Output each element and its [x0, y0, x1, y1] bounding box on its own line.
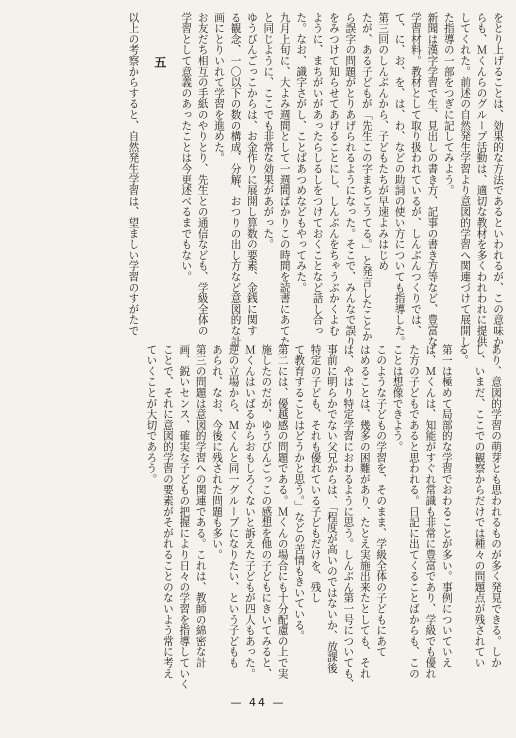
text-column: ていくことが大切であろう。 [145, 344, 158, 485]
text-column: 以上の考察からすると、自然発生学習は、望ましい学習のすがたで [127, 12, 140, 336]
text-column: 特定の子ども、それも優れている子どもだけを、残し [309, 344, 322, 604]
text-column: 画にとりいれて学習を進めた。 [213, 12, 226, 164]
text-column: と同じように、ここでも非常な効果があがった。 [262, 12, 275, 250]
text-column: Ｍくんはいばるからおもしろくないと訴えた子どもが四人もあった。 [243, 344, 256, 679]
upper-text-block [125, 12, 506, 347]
text-column: 九月上旬に、大よみ週間として一週間ばかりこの時間を読書にあてた [278, 12, 291, 347]
page-number: — 44 — [230, 696, 286, 709]
section-heading: 五 [152, 56, 167, 76]
text-column: をとり上げることは、効果的な方法であるといわれるが、この意味か [492, 12, 504, 347]
text-column: 第二には、優越感の問題である。Ｍくんの場合にも十分配慮の上で実 [276, 344, 289, 679]
column-gap [141, 12, 151, 330]
text-column: ゆうびんごっこからは、お金作りに展開し算数の要素、金銭に関す [245, 12, 258, 336]
text-column: ことで、それに意図的学習の要素がそがれることのないよう常に考え [161, 344, 174, 679]
text-column: は、やはり特定学習におわるように思う。しんぶん第一号についても、 [342, 344, 355, 690]
text-column: て、に、お、を、は、わ、などの助詞の使い方についても指導した。 [393, 12, 406, 347]
text-column: 逆の立場から、Ｍくんと同一グループになりたい、という子どもも [227, 344, 240, 668]
text-column: あり、意図的学習の萌芽とも思われるものが多く発見できる。しか [490, 344, 502, 668]
text-column: た。なお、識字さがし、ことばあつめなどもやってみた。 [295, 12, 308, 293]
text-column: をみつけて知らせてあげることにし、しんぶんをちゃうぶかくよむ [327, 12, 340, 336]
text-column: し、いまだ、ここでの観察からだけでは種々の問題点が残されてい [473, 344, 486, 668]
text-column: してくれた。前述の自然発生学習より意図的学習へ関連づけて展開し [459, 12, 472, 347]
text-column: 学習材料。教材として取り扱われているが、しんぶんつくりでは、 [409, 12, 422, 336]
text-column: 事前に明らかでない父兄からは、「程度が高いのではないか、放課後 [325, 344, 338, 674]
text-column: た指導の一部をつぎに記してみよう。 [442, 12, 455, 196]
text-column: ように、まちがいがあったらしるしをつけておくことなど話し合っ [311, 12, 324, 336]
text-column: ことは想像できよう。 [391, 344, 404, 452]
text-column: お友だち相互の手紙のやりとり、先生との通信なども、学級全体の [196, 12, 209, 336]
text-column: らも、Ｍくんらのグループ活動は、適切な教材を多くわれわれに提供 [475, 12, 488, 347]
text-column: 施したのだが、ゆうびんごっこの感想を他の子どもにきいてみると、 [260, 344, 273, 679]
text-column: ば、Ｍくんは、知能がすぐれ常識も非常に豊富であり、学級でも優れ [424, 344, 437, 679]
text-column: あられ、なお、今後に残された問題も多い。 [211, 344, 224, 560]
text-column: はめることは、幾多の困難があり、たとえ実施出来たとしても、それ [358, 344, 371, 679]
text-column: 新聞は漢字学習で生、見出しの書き方、記事の書き方等など、豊富な [426, 12, 439, 347]
text-column: 第三の問題は意図的学習への関連である。これは、教師の綿密な計 [194, 344, 207, 668]
text-column: る。 [457, 344, 470, 366]
lower-text-block [143, 344, 504, 690]
text-column: 画、鋭いセンス、確実な子どもの把握により日々の学習を指導していく [178, 344, 191, 690]
column-gap [168, 12, 178, 330]
text-column: ら誤字の問題がとりあげられるようになった。そこで、みんなで誤り [344, 12, 357, 347]
text-column: て教育することはどうかと思う。」などの苦情もきいている。 [293, 344, 306, 642]
text-column: 第一は極めて局部的な学習でおわることが多い。事例についていえ [440, 344, 453, 668]
text-column: 第三回のしんぶんから、子どもたちが早速よみはじめ [377, 12, 390, 272]
text-column: た方の子どもであると思われる。日記に出てくることばからも、この [407, 344, 420, 679]
text-column: 学習として意義のあったことは今更述べるまでもない。 [180, 12, 193, 282]
text-column: たが、ある子どもが「先生この字まちごうてる。」と発言したことか [360, 12, 373, 342]
text-column: る観念、一〇以下の数の構成、分解、おつりの出し方など意図的な計 [229, 12, 242, 347]
text-column: このような子どもの学習を、そのまま、学級全体の子どもにあて [375, 344, 388, 658]
